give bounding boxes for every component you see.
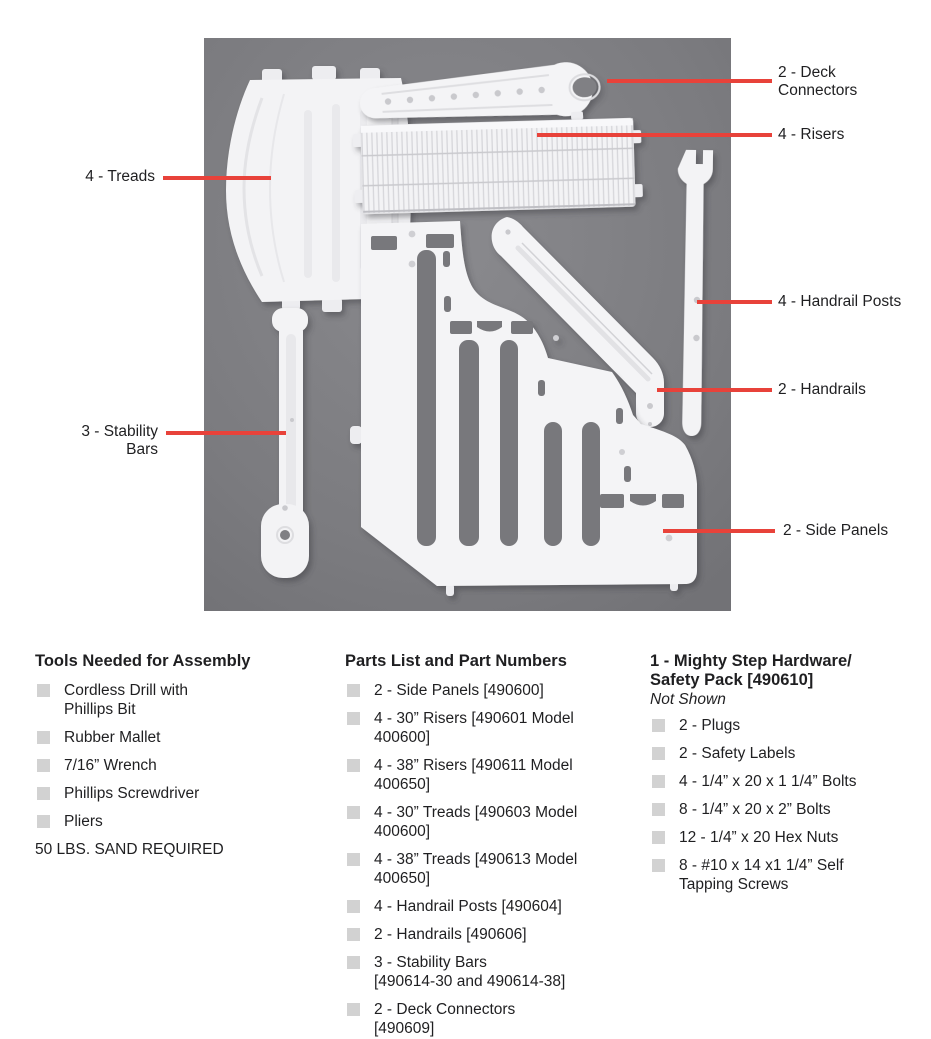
callout-label-treads: 4 - Treads (85, 168, 155, 185)
bullet-square-icon (652, 747, 665, 760)
bullet-square-icon (652, 859, 665, 872)
bullet-square-icon (347, 806, 360, 819)
tools-column (35, 652, 335, 859)
list-item: Phillips Screwdriver (35, 784, 335, 803)
parts-photo (204, 38, 731, 611)
leader-line-stability-bars (166, 431, 286, 435)
hardware-pack-heading: 1 - Mighty Step Hardware/ Safety Pack [490610] (650, 652, 852, 689)
bullet-square-icon (652, 803, 665, 816)
tools-list (35, 681, 335, 831)
leader-line-side-panels (663, 529, 775, 533)
list-item: 4 - 30” Risers [490601 Model 400600] (345, 709, 627, 747)
list-item: 8 - #10 x 14 x1 1/4” Self Tapping Screws (650, 856, 931, 894)
list-item: Pliers (35, 812, 335, 831)
list-item: 2 - Handrails [490606] (345, 925, 627, 944)
bullet-square-icon (37, 684, 50, 697)
leader-line-deck-connectors (607, 79, 772, 83)
bullet-square-icon (347, 956, 360, 969)
hardware-pack-column (650, 652, 931, 903)
parts-list (345, 681, 627, 1038)
tools-heading: Tools Needed for Assembly (35, 652, 251, 670)
leader-line-handrails (657, 388, 772, 392)
bullet-square-icon (652, 719, 665, 732)
bullet-square-icon (347, 1003, 360, 1016)
leader-line-risers (537, 133, 772, 137)
sand-required-note: 50 LBS. SAND REQUIRED (35, 841, 224, 858)
callout-label-handrail-posts: 4 - Handrail Posts (778, 293, 902, 310)
parts-list-column (345, 652, 627, 1039)
list-item: 7/16” Wrench (35, 756, 335, 775)
callout-label-risers: 4 - Risers (778, 126, 845, 143)
bullet-square-icon (652, 775, 665, 788)
list-item: 4 - Handrail Posts [490604] (345, 897, 627, 916)
leader-line-treads (163, 176, 271, 180)
bullet-square-icon (37, 815, 50, 828)
hardware-list (650, 716, 931, 894)
bullet-square-icon (347, 900, 360, 913)
bullet-square-icon (347, 684, 360, 697)
list-item: 2 - Plugs (650, 716, 931, 735)
bullet-square-icon (37, 759, 50, 772)
not-shown-note: Not Shown (650, 691, 726, 708)
list-item: 4 - 38” Treads [490613 Model 400650] (345, 850, 627, 888)
callout-label-deck-connectors: 2 - Deck Connectors (778, 64, 858, 99)
bullet-square-icon (347, 928, 360, 941)
bullet-square-icon (652, 831, 665, 844)
list-item: 2 - Safety Labels (650, 744, 931, 763)
list-item: 8 - 1/4” x 20 x 2” Bolts (650, 800, 931, 819)
callout-label-stability-bars: 3 - Stability Bars (81, 423, 158, 458)
bullet-square-icon (37, 787, 50, 800)
list-item: 3 - Stability Bars [490614-30 and 490614-38] (345, 953, 627, 991)
list-item: Rubber Mallet (35, 728, 335, 747)
list-item: Cordless Drill with Phillips Bit (35, 681, 335, 719)
list-item: 2 - Side Panels [490600] (345, 681, 627, 700)
list-item: 4 - 1/4” x 20 x 1 1/4” Bolts (650, 772, 931, 791)
list-item: 4 - 30” Treads [490603 Model 400600] (345, 803, 627, 841)
bullet-square-icon (37, 731, 50, 744)
bullet-square-icon (347, 853, 360, 866)
bullet-square-icon (347, 759, 360, 772)
callout-label-side-panels: 2 - Side Panels (783, 522, 889, 539)
list-item: 4 - 38” Risers [490611 Model 400650] (345, 756, 627, 794)
list-item: 2 - Deck Connectors [490609] (345, 1000, 627, 1038)
list-item: 12 - 1/4” x 20 Hex Nuts (650, 828, 931, 847)
bullet-square-icon (347, 712, 360, 725)
leader-line-handrail-posts (697, 300, 772, 304)
parts-list-heading: Parts List and Part Numbers (345, 652, 567, 670)
parts-photo-svg (204, 38, 731, 611)
callout-label-handrails: 2 - Handrails (778, 381, 866, 398)
